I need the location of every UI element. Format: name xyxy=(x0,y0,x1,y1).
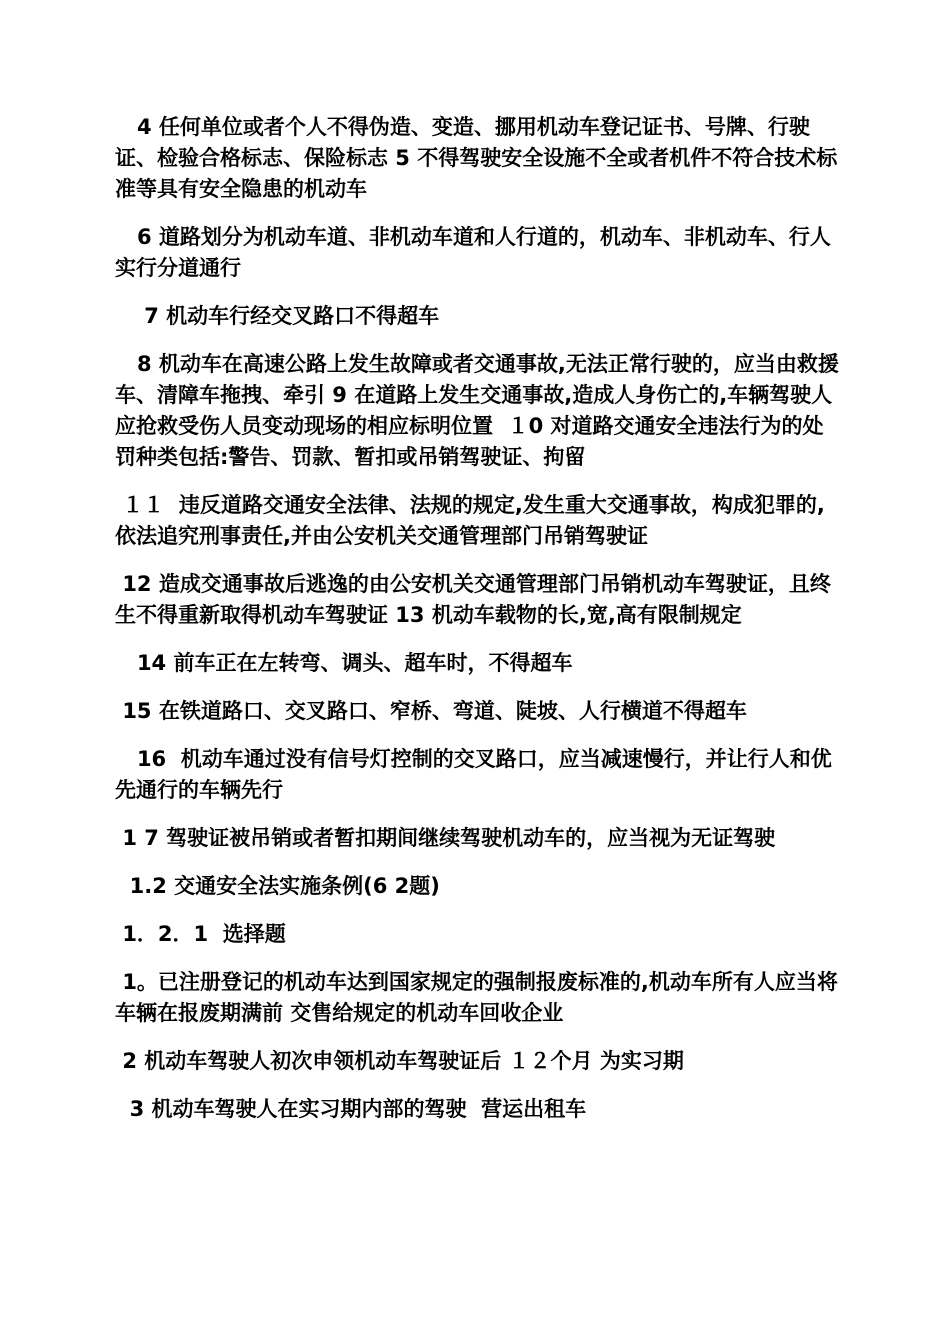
paragraph-item-6: 6 道路划分为机动车道、非机动车道和人行道的，机动车、非机动车、行人实行分道通行 xyxy=(115,225,831,280)
subsection-heading: 1．2．1 选择题 xyxy=(115,922,286,946)
question-item-3: 3 机动车驾驶人在实习期内部的驾驶 营运出租车 xyxy=(115,1097,587,1121)
paragraph-item-16: 16 机动车通过没有信号灯控制的交叉路口，应当减速慢行，并让行人和优先通行的车辆先行 xyxy=(115,747,832,802)
document-page xyxy=(115,112,840,1142)
paragraph-item-7: 7 机动车行经交叉路口不得超车 xyxy=(115,304,440,328)
paragraph-item-17: 1 7 驾驶证被吊销或者暂扣期间继续驾驶机动车的，应当视为无证驾驶 xyxy=(115,826,776,850)
paragraph-item-11: １１ 违反道路交通安全法律、法规的规定,发生重大交通事故，构成犯罪的,依法追究刑事责任,并由公安机关交通管理部门吊销驾驶证 xyxy=(115,493,825,548)
question-item-1: 1。已注册登记的机动车达到国家规定的强制报废标准的,机动车所有人应当将车辆在报废期满前 交售给规定的机动车回收企业 xyxy=(115,970,838,1025)
paragraph-item-14: 14 前车正在左转弯、调头、超车时，不得超车 xyxy=(115,651,573,675)
paragraph-item-12-13: 12 造成交通事故后逃逸的由公安机关交通管理部门吊销机动车驾驶证，且终生不得重新取得机动车驾驶证 13 机动车载物的长,宽,高有限制规定 xyxy=(115,572,831,627)
section-heading: 1.2 交通安全法实施条例(6 2题) xyxy=(115,874,440,898)
question-item-2: 2 机动车驾驶人初次申领机动车驾驶证后 １２个月 为实习期 xyxy=(115,1049,684,1073)
paragraph-item-4-5: 4 任何单位或者个人不得伪造、变造、挪用机动车登记证书、号牌、行驶证、检验合格标志、保险标志 5 不得驾驶安全设施不全或者机件不符合技术标准等具有安全隐患的机动车 xyxy=(115,115,838,201)
paragraph-item-8-10: 8 机动车在高速公路上发生故障或者交通事故,无法正常行驶的，应当由救援车、清障车拖拽、牵引 9 在道路上发生交通事故,造成人身伤亡的,车辆驾驶人应抢救受伤人员变动现场的相应标明位置 １0 对道路交通安全违法行为的处罚种类包括:警告、罚款、暂扣或吊销驾驶证、拘留 xyxy=(115,352,839,469)
paragraph-item-15: 15 在铁道路口、交叉路口、窄桥、弯道、陡坡、人行横道不得超车 xyxy=(115,699,747,723)
